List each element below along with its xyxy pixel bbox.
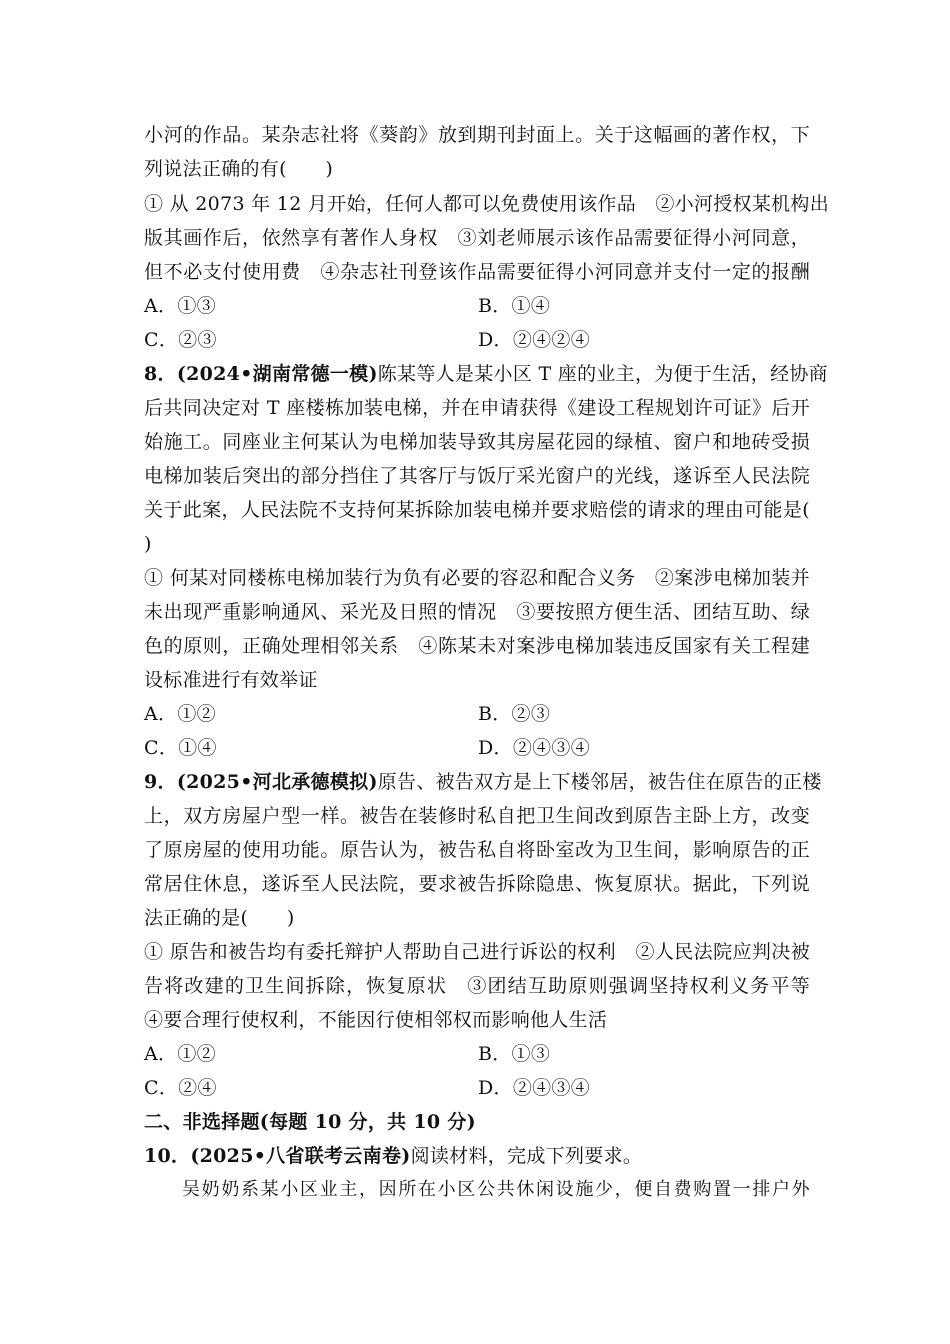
q8-options-row-1 [144,697,810,731]
q7-option-b[interactable]: B．①④ [478,295,551,317]
q10-source: (2025•八省联考云南卷) [190,1145,411,1167]
q9-statements-line-1: ① 原告和被告均有委托辩护人帮助自己进行诉讼的权利 ②人民法院应判决被 [144,941,810,963]
q7-options-row-1 [144,289,810,323]
q7-statements-line-3: 但不必支付使用费 ④杂志社刊登该作品需要征得小河同意并支付一定的报酬 [144,261,810,283]
q9-options-row-2 [144,1071,810,1105]
q9-option-c[interactable]: C．②④ [144,1077,217,1099]
q9-options-row-1 [144,1037,810,1071]
q8-statements-line-4: 设标准进行有效举证 [144,669,318,691]
q10-number: 10． [144,1145,191,1167]
q8-statements-line-2: 未出现严重影响通风、采光及日照的情况 ③要按照方便生活、团结互助、绿 [144,601,810,623]
q8-stem-line-3: 始施工。同座业主何某认为电梯加装导致其房屋花园的绿植、窗户和地砖受损 [144,431,810,453]
q9-stem-line-4: 常居住休息，遂诉至人民法院，要求被告拆除隐患、恢复原状。据此，下列说 [144,873,810,895]
q9-option-a[interactable]: A．①② [144,1043,216,1065]
q9-stem-line-5: 法正确的是( ) [144,907,295,929]
q8-option-c[interactable]: C．①④ [144,737,217,759]
q8-stem-line-5: 关于此案，人民法院不支持何某拆除加装电梯并要求赔偿的请求的理由可能是( [144,499,810,521]
q7-statements-line-2: 版其画作后，依然享有著作人身权 ③刘老师展示该作品需要征得小河同意， [144,227,810,249]
q7-stem-line-2: 列说法正确的有( ) [144,158,334,180]
q8-option-b[interactable]: B．②③ [478,703,551,725]
q9-stem-text-1: 原告、被告双方是上下楼邻居，被告住在原告的正楼 [377,771,822,793]
q7-stem-line-1: 小河的作品。某杂志社将《葵韵》放到期刊封面上。关于这幅画的著作权，下 [144,124,810,146]
q9-stem-line-1 [144,765,822,799]
q9-statements-line-2: 告将改建的卫生间拆除，恢复原状 ③团结互助原则强调坚持权利义务平等 [144,975,810,997]
section-heading: 二、非选择题(每题 10 分，共 10 分) [144,1111,476,1133]
q8-stem-text-1: 陈某等人是某小区 T 座的业主，为便于生活，经协商 [377,363,828,385]
q8-stem-line-4: 电梯加装后突出的部分挡住了其客厅与饭厅采光窗户的光线，遂诉至人民法院 [144,465,810,487]
q7-option-d[interactable]: D．②④②④ [478,329,591,351]
q8-stem-line-1 [144,357,828,391]
q7-option-a[interactable]: A．①③ [144,295,216,317]
q9-stem-line-2: 上，双方房屋户型一样。被告在装修时私自把卫生间改到原告主卧上方，改变 [144,805,810,827]
q8-stem-line-6: ) [144,533,152,555]
q8-option-a[interactable]: A．①② [144,703,216,725]
q9-source: (2025•河北承德模拟) [176,771,378,793]
q8-statements-line-1: ① 何某对同楼栋电梯加装行为负有必要的容忍和配合义务 ②案涉电梯加装并 [144,567,810,589]
q9-option-d[interactable]: D．②④③④ [478,1077,591,1099]
q8-statements-line-3: 色的原则，正确处理相邻关系 ④陈某未对案涉电梯加装违反国家有关工程建 [144,635,810,657]
q8-source: (2024•湖南常德一模) [176,363,378,385]
q10-stem-line [144,1139,642,1173]
q8-stem-line-2: 后共同决定对 T 座楼栋加装电梯，并在申请获得《建设工程规划许可证》后开 [144,397,810,419]
q8-option-d[interactable]: D．②④③④ [478,737,591,759]
q9-stem-line-3: 了原房屋的使用功能。原告认为，被告私自将卧室改为卫生间，影响原告的正 [144,839,810,861]
q9-option-b[interactable]: B．①③ [478,1043,551,1065]
q7-option-c[interactable]: C．②③ [144,329,217,351]
q7-statements-line-1: ① 从 2073 年 12 月开始，任何人都可以免费使用该作品 ②小河授权某机构出 [144,193,830,215]
q10-stem-text: 阅读材料，完成下列要求。 [410,1145,643,1167]
q8-options-row-2 [144,731,810,765]
q7-options-row-2 [144,323,810,357]
q8-number: 8． [144,363,177,385]
q9-number: 9． [144,771,177,793]
q9-statements-line-3: ④要合理行使权利，不能因行使相邻权而影响他人生活 [144,1009,608,1031]
q10-material-line-1: 吴奶奶系某小区业主，因所在小区公共休闲设施少，便自费购置一排户外 [182,1179,810,1200]
